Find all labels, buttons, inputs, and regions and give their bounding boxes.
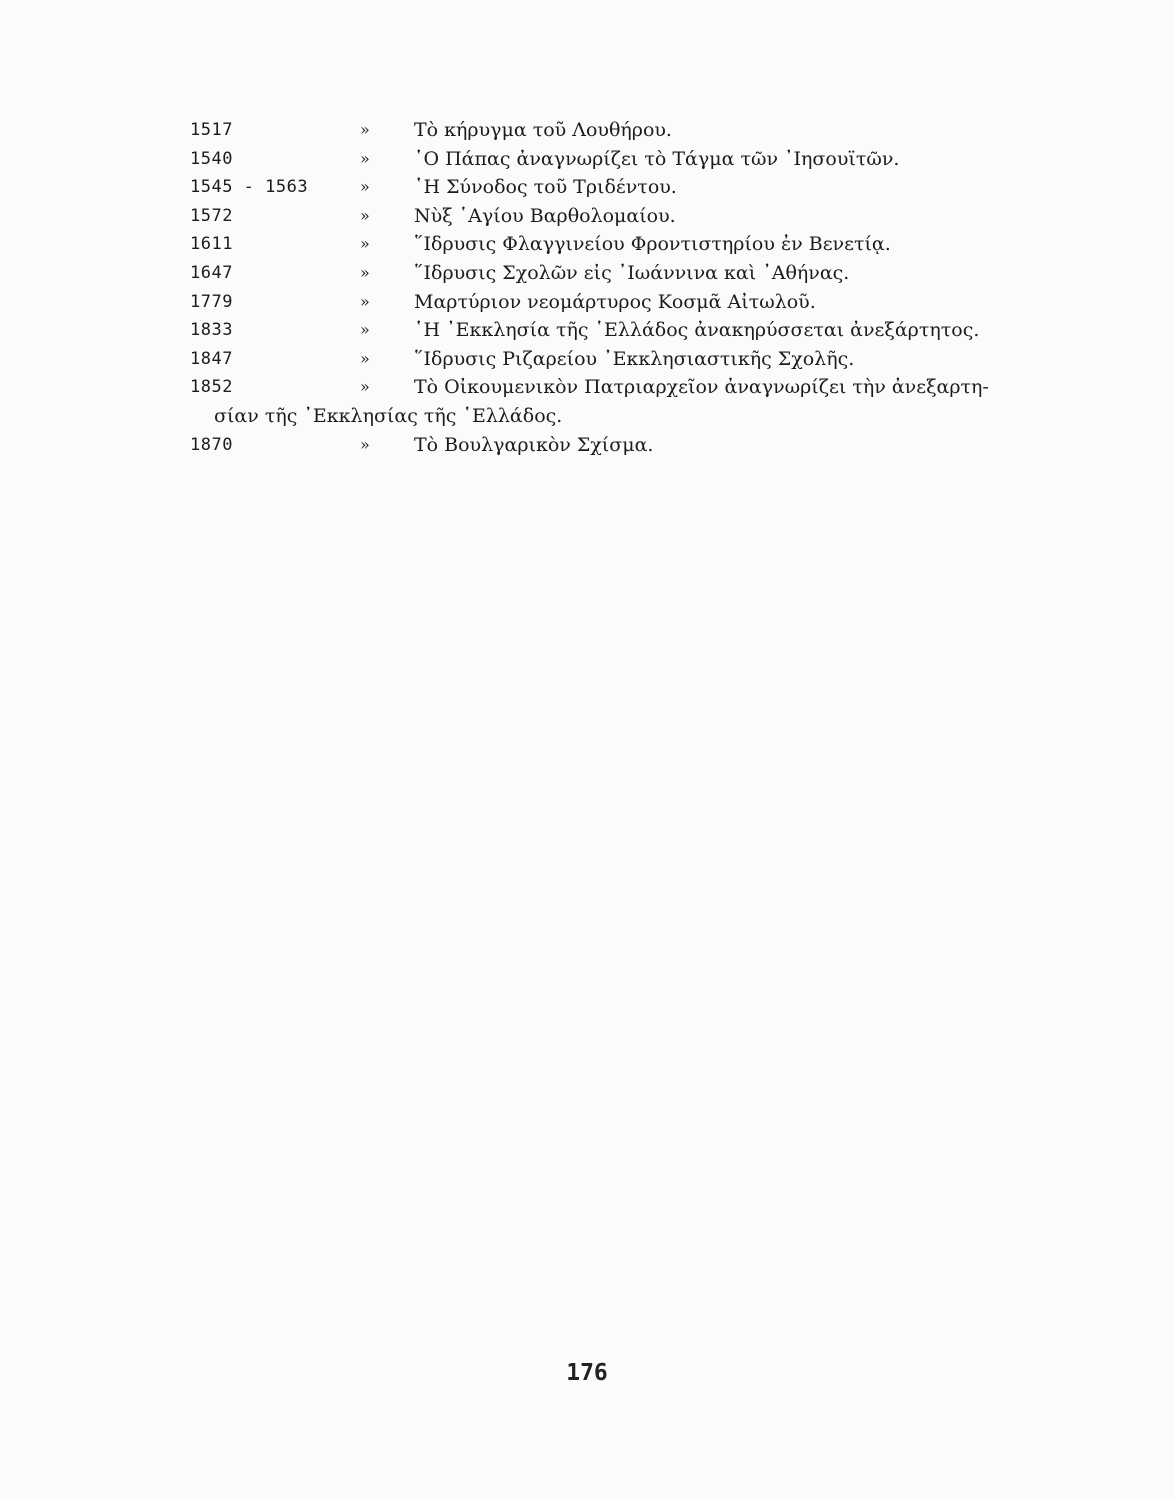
entry-year: 1847 xyxy=(190,348,233,369)
entry-text: ῞Ιδρυσις Ριζαρείου ᾿Εκκλησιαστικῆς Σχολῆς. xyxy=(414,347,855,370)
ditto-mark: » xyxy=(360,348,370,368)
entry-year: 1870 xyxy=(190,434,233,455)
entry-text: Τὸ κήρυγμα τοῦ Λουθήρου. xyxy=(414,119,672,141)
entry-year: 1647 xyxy=(190,262,233,283)
entry-text: ῞Ιδρυσις Φλαγγινείου Φροντιστηρίου ἐν Βενετίᾳ. xyxy=(414,233,891,256)
chronology-entry xyxy=(190,288,1050,317)
entry-year: 1540 xyxy=(190,148,233,169)
ditto-mark: » xyxy=(360,148,370,168)
chronology-entry xyxy=(190,202,1050,231)
entry-text: ῾Ο Πάπας ἀναγνωρίζει τὸ Τάγμα τῶν ᾿Ιησουϊτῶν. xyxy=(414,147,900,170)
chronology-entry xyxy=(190,431,1050,460)
entry-year: 1833 xyxy=(190,320,233,341)
ditto-mark: » xyxy=(360,234,370,254)
chronology-entry xyxy=(190,230,1050,259)
chronology-entry xyxy=(190,345,1050,374)
ditto-mark: » xyxy=(360,434,370,454)
entry-year: 1545 - 1563 xyxy=(190,177,309,198)
chronology-entry xyxy=(190,116,1050,145)
entry-text: Τὸ Βουλγαρικὸν Σχίσμα. xyxy=(414,433,654,456)
entry-year: 1517 xyxy=(190,120,233,140)
ditto-mark: » xyxy=(360,262,370,282)
page-number: 176 xyxy=(566,1360,608,1386)
entry-text-continuation: σίαν τῆς ᾿Εκκλησίας τῆς ῾Ελλάδος. xyxy=(214,404,563,427)
entry-year: 1779 xyxy=(190,291,233,312)
ditto-mark: » xyxy=(360,320,370,340)
chronology-entry xyxy=(190,145,1050,174)
entry-year: 1572 xyxy=(190,205,233,226)
entry-text: Μαρτύριον νεομάρτυρος Κοσμᾶ Αἰτωλοῦ. xyxy=(414,290,816,313)
chronology-list xyxy=(190,116,1050,459)
entry-text: ῞Ιδρυσις Σχολῶν εἰς ᾿Ιωάννινα καὶ ᾿Αθήνας. xyxy=(414,261,850,284)
ditto-mark: » xyxy=(360,177,370,197)
entry-text: ῾Η ᾿Εκκλησία τῆς ῾Ελλάδος ἀνακηρύσσεται ἀνεξάρτητος. xyxy=(414,319,980,342)
entry-text: Τὸ Οἰκουμενικὸν Πατριαρχεῖον ἀναγνωρίζει τὴν ἀνεξαρτη- xyxy=(414,376,989,399)
entry-year: 1611 xyxy=(190,234,233,255)
entry-text: ῾Η Σύνοδος τοῦ Τριδέντου. xyxy=(414,176,677,199)
ditto-mark: » xyxy=(360,120,370,139)
chronology-entry xyxy=(190,173,1050,202)
ditto-mark: » xyxy=(360,205,370,225)
chronology-entry xyxy=(190,316,1050,345)
ditto-mark: » xyxy=(360,377,370,397)
ditto-mark: » xyxy=(360,291,370,311)
chronology-entry xyxy=(190,373,1050,430)
entry-year: 1852 xyxy=(190,377,233,398)
entry-text: Νὺξ ῾Αγίου Βαρθολομαίου. xyxy=(414,204,676,227)
chronology-entry xyxy=(190,259,1050,288)
